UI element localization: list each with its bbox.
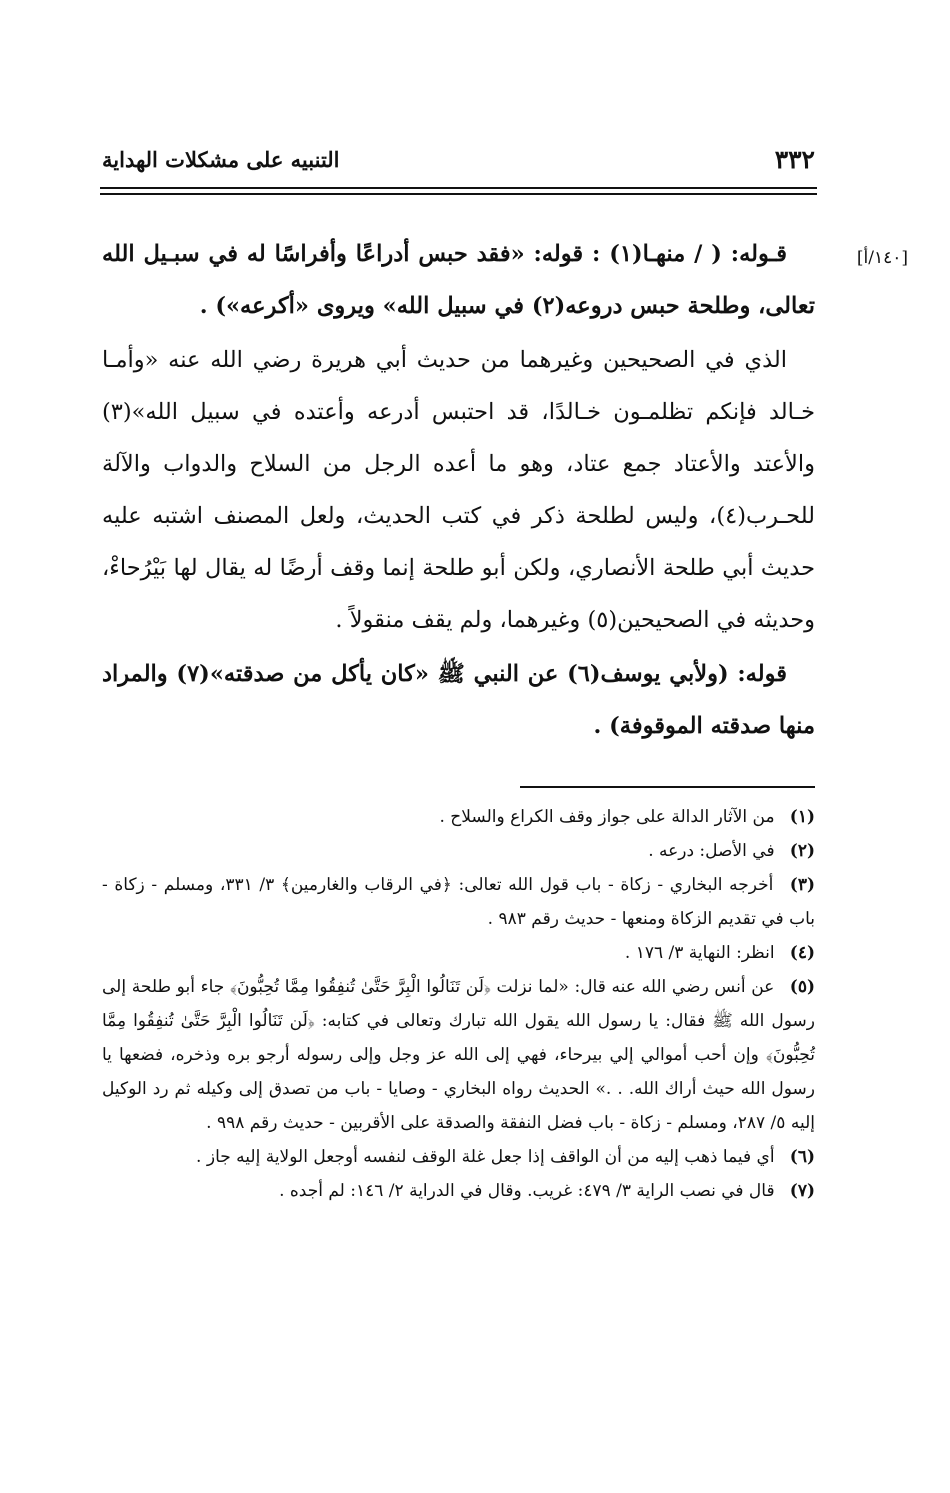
footnotes xyxy=(102,800,815,1208)
footnote-number: (٦) xyxy=(789,1147,815,1167)
footnote xyxy=(102,936,815,970)
quoted-passage-paragraph: قـوله: ( / منهـا(١) : قوله: «فقد حبس أدراعًا وأفراسًا له في سبـيل الله تعالى، وطلحة حبس دروعه(٢) في سبيل الله» ويروى «أكرعه») . xyxy=(102,241,815,319)
footnote-separator xyxy=(520,786,815,788)
footnote-number: (٤) xyxy=(789,943,815,963)
footnote xyxy=(102,800,815,834)
commentary-paragraph: الذي في الصحيحين وغيرهما من حديث أبي هريرة رضي الله عنه «وأمـا خـالد فإنكم تظلمـون خـالدًا، قد احتبس أدرعه وأعتده في سبيل الله»(٣) والأعتد والأعتاد جمع عتاد، وهو ما أعده الرجل من السلاح والدواب والآلة للحـرب(٤)، وليس لطلحة ذكر في كتب الحديث، ولعل المصنف اشتبه عليه حديث أبي طلحة الأنصاري، ولكن أبو طلحة إنما وقف أرضًا له يقال لها بَيْرُحاءْ، وحديثه في الصحيحين(٥) وغيرهما، ولم يقف منقولاً . xyxy=(102,347,815,633)
footnote-number: (٢) xyxy=(789,841,815,861)
footnote-number: (٣) xyxy=(789,875,816,895)
footnote xyxy=(102,1174,815,1208)
footnote xyxy=(102,1140,815,1174)
footnote-text: أخرجه البخاري - زكاة - باب قول الله تعالى: ﴿في الرقاب والغارمين﴾ ٣/ ٣٣١، ومسلم - زكاة - باب في تقديم الزكاة ومنعها - حديث رقم ٩٨٣ . xyxy=(102,875,815,929)
header-rule-bottom xyxy=(100,193,817,195)
footnote-text: من الآثار الدالة على جواز وقف الكراع والسلاح . xyxy=(439,807,775,827)
page-number: ٣٣٢ xyxy=(774,145,815,174)
main-text xyxy=(102,228,815,752)
footnote-text: انظر: النهاية ٣/ ١٧٦ . xyxy=(624,943,775,963)
footnote-text: عن أنس رضي الله عنه قال: «لما نزلت ﴿لَن تَنَالُوا الْبِرَّ حَتَّىٰ تُنفِقُوا مِمَّا تُحِبُّونَ﴾ جاء أبو طلحة إلى رسول الله ﷺ فقال: يا رسول الله يقول الله تبارك وتعالى في كتابه: ﴿لَن تَنَالُوا الْبِرَّ حَتَّىٰ تُنفِقُوا مِمَّا تُحِبُّونَ﴾ وإن أحب أموالي إلي بيرحاء، فهي إلى الله عز وجل وإلى رسوله أرجو بره وذخره، فضعها يا رسول الله حيث أراك الله. . .» الحديث رواه البخاري - وصايا - باب من تصدق إلى وكيله ثم رد الوكيل إليه ٥/ ٢٨٧، ومسلم - زكاة - باب فضل النفقة والصدقة على الأقربين - حديث رقم ٩٩٨ . xyxy=(102,977,815,1133)
footnote-number: (٧) xyxy=(789,1181,815,1201)
footnote-number: (١) xyxy=(789,807,815,827)
footnote-text: قال في نصب الراية ٣/ ٤٧٩: غريب. وقال في الدراية ٢/ ١٤٦: لم أجده . xyxy=(279,1181,775,1201)
footnote xyxy=(102,970,815,1140)
footnote xyxy=(102,834,815,868)
page-header xyxy=(102,140,815,180)
footnote xyxy=(102,868,815,936)
header-rule-top xyxy=(100,187,817,189)
quoted-passage-paragraph: قوله: (ولأبي يوسف(٦) عن النبي ﷺ «كان يأكل من صدقته»(٧) والمراد منها صدقته الموقوفة) . xyxy=(102,661,815,739)
footnote-number: (٥) xyxy=(789,977,815,997)
manuscript-folio-reference: [١٤٠/أ] xyxy=(856,248,908,268)
footnote-text: أي فيما ذهب إليه من أن الواقف إذا جعل غلة الوقف لنفسه أوجعل الولاية إليه جاز . xyxy=(196,1147,775,1167)
footnote-text: في الأصل: درعه . xyxy=(648,841,775,861)
book-title: التنبيه على مشكلات الهداية xyxy=(102,147,340,172)
